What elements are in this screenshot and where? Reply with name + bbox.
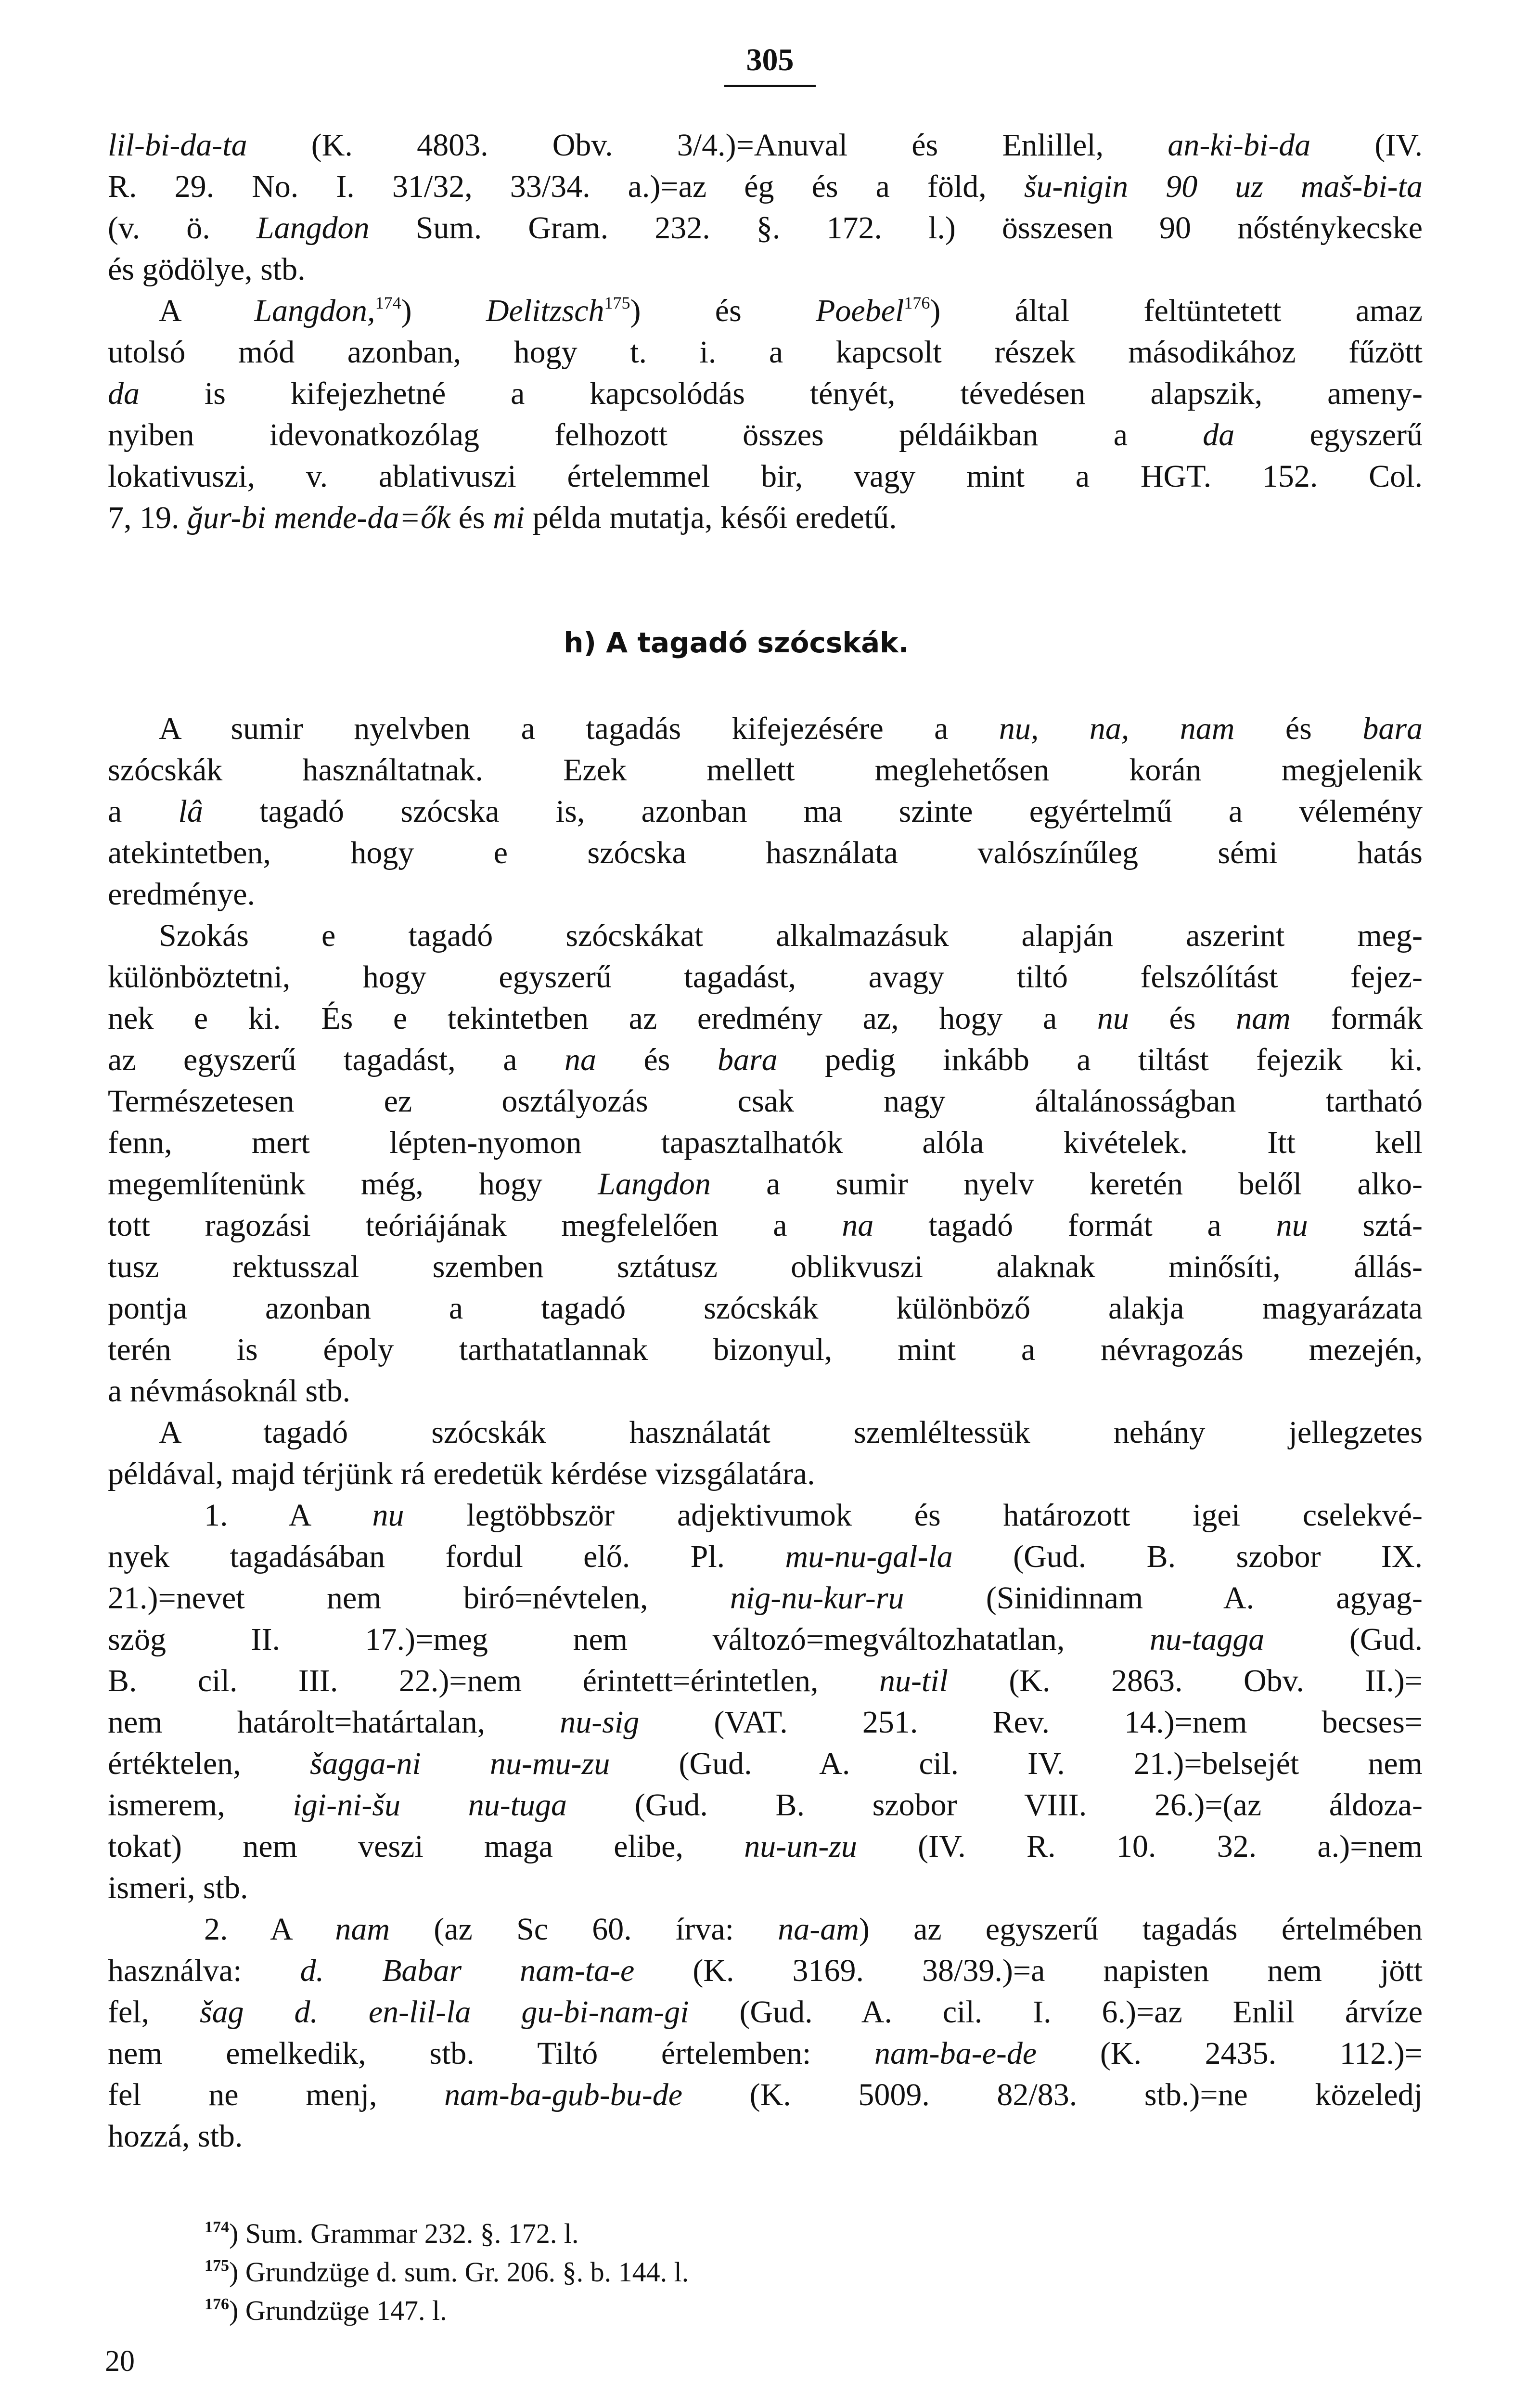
text-line [108,1329,1423,1371]
text-line [108,125,1423,166]
italic-term: Langdon [256,210,370,246]
text-run: 1. A [204,1498,372,1533]
italic-term: mi [493,500,525,535]
text-run: pedig inkább a tiltást fejezik ki. [777,1042,1423,1077]
text-run: R. 29. No. I. 31/32, 33/34. a.)=az ég és a föld, [108,169,1024,204]
text-run: 2. A [204,1912,335,1947]
text-run: 7, 19. [108,500,187,535]
italic-term: šagga-ni nu-mu-zu [309,1746,610,1781]
italic-term: Langdon, [254,293,375,328]
text-run: egyszerű [1234,417,1423,453]
italic-term: lil-bi-da-ta [108,128,247,163]
text-line [108,1246,1423,1288]
text-run: (az Sc 60. írva: [390,1912,778,1947]
text-line [108,1578,1423,1619]
text-line [108,2033,1423,2074]
italic-term: nu [1276,1208,1308,1243]
italic-term: nu-tagga [1149,1622,1265,1657]
italic-term: bara [717,1042,778,1077]
italic-term: šu-nigin 90 uz maš-bi-ta [1024,169,1423,204]
text-line [108,1371,1423,1412]
italic-term: nu, na, nam [999,711,1235,746]
text-run: tusz rektusszal szemben sztátusz oblikvuszi alaknak minősíti, állás- [108,1249,1423,1284]
text-line [108,1288,1423,1329]
paragraph [108,708,1423,915]
text-run: szócskák használtatnak. Ezek mellett meglehetősen korán megjelenik [108,752,1423,788]
text-line [108,1453,1423,1495]
footnote-reference: 174 [375,293,401,312]
text-line [108,915,1423,957]
text-run: legtöbbször adjektivumok és határozott igei cselekvé- [404,1498,1423,1533]
text-run: (Gud. A. cil. I. 6.)=az Enlil árvíze [689,1994,1423,2030]
text-run: fel ne menj, [108,2077,445,2112]
text-run: tagadó szócska is, azonban ma szinte egyértelmű a vélemény [203,794,1423,829]
text-run: (K. 2863. Obv. II.)= [948,1663,1423,1698]
italic-term: na-am [778,1912,859,1947]
text-run: (IV. [1310,128,1423,163]
text-run: nek e ki. És e tekintetben az eredmény az, hogy a [108,1001,1097,1036]
text-line [108,1867,1423,1909]
text-line [108,1412,1423,1453]
text-run: A sumir nyelvben a tagadás kifejezésére a [159,711,999,746]
footnote-reference: 175 [604,293,630,312]
text-line [108,1619,1423,1660]
text-run: ) [401,293,486,328]
text-run: (K. 4803. Obv. 3/4.)=Anuval és Enlillel, [247,128,1168,163]
text-run: sztá- [1308,1208,1423,1243]
text-run: (K. 5009. 82/83. stb.)=ne közeledj [682,2077,1423,2112]
text-run: ismerem, [108,1787,293,1823]
text-run: atekintetben, hogy e szócska használata valószínűleg sémi hatás [108,835,1423,870]
text-run: fel, [108,1994,200,2030]
text-run: (v. ö. [108,210,257,246]
text-run: példával, majd térjünk rá eredetük kérdése vizsgálatára. [108,1456,815,1491]
italic-term: ğur-bi mende-da=ők [187,500,451,535]
italic-term: Poebel [816,293,904,328]
text-line [108,1039,1423,1081]
footnote [205,2291,689,2330]
italic-term: nam-ba-gub-bu-de [444,2077,683,2112]
text-run: B. cil. III. 22.)=nem érintett=érintetlen, [108,1663,879,1698]
text-line [108,874,1423,915]
text-run: nyek tagadásában fordul elő. Pl. [108,1539,785,1574]
text-run: ) és [630,293,816,328]
italic-term: nu-til [879,1663,948,1698]
text-run: (Gud. A. cil. IV. 21.)=belsejét nem [610,1746,1423,1781]
text-run: ) az egyszerű tagadás értelmében [859,1912,1423,1947]
paragraph [108,125,1423,290]
text-run: és [1234,711,1363,746]
text-run: nyiben idevonatkozólag felhozott összes példáikban a [108,417,1203,453]
italic-term: nu-un-zu [744,1829,857,1864]
text-line [108,1122,1423,1164]
text-run: különböztetni, hogy egyszerű tagadást, avagy tiltó felszólítást fejez- [108,959,1423,995]
text-run: (K. 2435. 112.)= [1037,2036,1423,2071]
footnote-reference: 176 [904,293,930,312]
text-run: eredménye. [108,877,255,912]
text-run: tokat) nem veszi maga elibe, [108,1829,744,1864]
text-line [108,207,1423,249]
text-run: és gödölye, stb. [108,252,306,287]
text-run: (Gud. B. szobor IX. [952,1539,1423,1574]
italic-term: na [842,1208,874,1243]
text-line [108,1164,1423,1205]
text-line [108,332,1423,373]
paragraph [108,290,1423,539]
text-run: Természetesen ez osztályozás csak nagy általánosságban tartható [108,1084,1423,1119]
text-line [108,957,1423,998]
italic-term: da [108,376,140,411]
text-run: fenn, mert lépten-nyomon tapasztalhatók alóla kivételek. Itt kell [108,1125,1423,1160]
text-line [108,832,1423,874]
footnotes [205,2214,689,2330]
italic-term: nu-sig [560,1705,640,1740]
text-line [108,1081,1423,1122]
text-line [108,1702,1423,1743]
text-run: A [159,293,255,328]
section-heading: h) A tagadó szócskák. [564,626,909,659]
text-run: formák [1290,1001,1423,1036]
text-line [108,708,1423,750]
text-line [108,1536,1423,1578]
footnote [205,2214,689,2253]
text-line [108,373,1423,414]
text-line [108,414,1423,456]
text-line [108,1992,1423,2033]
italic-term: an-ki-bi-da [1168,128,1311,163]
text-run: A tagadó szócskák használatát szemléltessük nehány jellegzetes [159,1415,1423,1450]
text-run: és [596,1042,718,1077]
italic-term: šag d. en-lil-la gu-bi-nam-gi [199,1994,689,2030]
italic-term: nu [372,1498,404,1533]
text-run: a [108,794,179,829]
text-run: (K. 3169. 38/39.)=a napisten nem jött [634,1953,1423,1988]
footnote-number: 175 [205,2257,229,2275]
italic-term: bara [1362,711,1423,746]
text-line [108,1495,1423,1536]
text-run: nem emelkedik, stb. Tiltó értelemben: [108,2036,875,2071]
footnote [205,2253,689,2291]
text-line [108,249,1423,290]
text-run: (Gud. [1264,1622,1423,1657]
text-run: és [450,500,493,535]
paragraph [108,915,1423,1412]
text-line [108,1660,1423,1702]
italic-term: Delitzsch [486,293,604,328]
text-run: használva: [108,1953,300,1988]
body-text-top [108,125,1423,539]
text-line [108,2074,1423,2116]
text-line [108,1743,1423,1785]
text-run: szög II. 17.)=meg nem változó=megváltozhatatlan, [108,1622,1150,1657]
text-run: Szokás e tagadó szócskákat alkalmazásuk alapján aszerint meg- [159,918,1423,953]
italic-term: igi-ni-šu nu-tuga [293,1787,567,1823]
italic-term: nu [1097,1001,1129,1036]
footnote-text: ) Sum. Grammar 232. §. 172. l. [229,2218,579,2249]
footnote-text: ) Grundzüge 147. l. [229,2295,447,2326]
text-run: pontja azonban a tagadó szócskák különböző alakja magyarázata [108,1291,1423,1326]
paragraph [108,1412,1423,1495]
text-run: Sum. Gram. 232. §. 172. l.) összesen 90 nősténykecske [369,210,1423,246]
text-run: tagadó formát a [873,1208,1276,1243]
italic-term: Langdon [598,1166,711,1202]
text-run: az egyszerű tagadást, a [108,1042,565,1077]
italic-term: nam [1236,1001,1291,1036]
body-text-section [108,708,1423,2157]
text-run: példa mutatja, késői eredetű. [525,500,897,535]
text-line [108,1909,1423,1950]
text-run: hozzá, stb. [108,2119,243,2154]
text-run: utolsó mód azonban, hogy t. i. a kapcsolt részek másodikához fűzött [108,335,1423,370]
text-run: nem határolt=határtalan, [108,1705,560,1740]
text-line [108,750,1423,791]
text-line [108,791,1423,832]
italic-term: nam-ba-e-de [874,2036,1037,2071]
text-line [108,166,1423,207]
italic-term: lâ [178,794,203,829]
text-line [108,1826,1423,1867]
text-run: a névmásoknál stb. [108,1373,351,1409]
text-line [108,1950,1423,1992]
text-run: lokativuszi, v. ablativuszi értelemmel bir, vagy mint a HGT. 152. Col. [108,459,1423,494]
page-number-underline [724,85,816,87]
text-run: tott ragozási teóriájának megfelelően a [108,1208,842,1243]
text-line [108,456,1423,497]
text-run: megemlítenünk még, hogy [108,1166,598,1202]
footnote-number: 176 [205,2295,229,2313]
text-run: a sumir nyelv keretén belől alko- [710,1166,1423,1202]
italic-term: na [565,1042,597,1077]
text-run: és [1129,1001,1236,1036]
text-run: (VAT. 251. Rev. 14.)=nem becses= [639,1705,1423,1740]
text-line [108,2116,1423,2157]
text-run: ismeri, stb. [108,1870,248,1905]
italic-term: d. Babar nam-ta-e [300,1953,635,1988]
text-run: ) által feltüntetett amaz [930,293,1423,328]
footnote-text: ) Grundzüge d. sum. Gr. 206. §. b. 144. l. [229,2256,689,2288]
footnote-number: 174 [205,2218,229,2236]
italic-term: nig-nu-kur-ru [730,1580,904,1616]
paragraph [108,1909,1423,2157]
paragraph [108,1495,1423,1909]
text-run: terén is époly tarthatatlannak bizonyul, mint a névragozás mezején, [108,1332,1423,1367]
italic-term: mu-nu-gal-la [785,1539,953,1574]
text-line [108,497,1423,539]
text-line [108,290,1423,332]
text-line [108,1205,1423,1246]
text-run: (IV. R. 10. 32. a.)=nem [857,1829,1423,1864]
text-run: (Sinidinnam A. agyag- [904,1580,1423,1616]
text-run: (Gud. B. szobor VIII. 26.)=(az áldoza- [567,1787,1423,1823]
signature-mark: 20 [105,2345,135,2378]
text-run: is kifejezhetné a kapcsolódás tényét, tévedésen alapszik, ameny- [140,376,1423,411]
text-run: 21.)=nevet nem biró=névtelen, [108,1580,730,1616]
text-line [108,1785,1423,1826]
italic-term: da [1203,417,1235,453]
text-line [108,998,1423,1039]
italic-term: nam [335,1912,390,1947]
page-number: 305 [746,42,794,78]
text-run: értéktelen, [108,1746,310,1781]
